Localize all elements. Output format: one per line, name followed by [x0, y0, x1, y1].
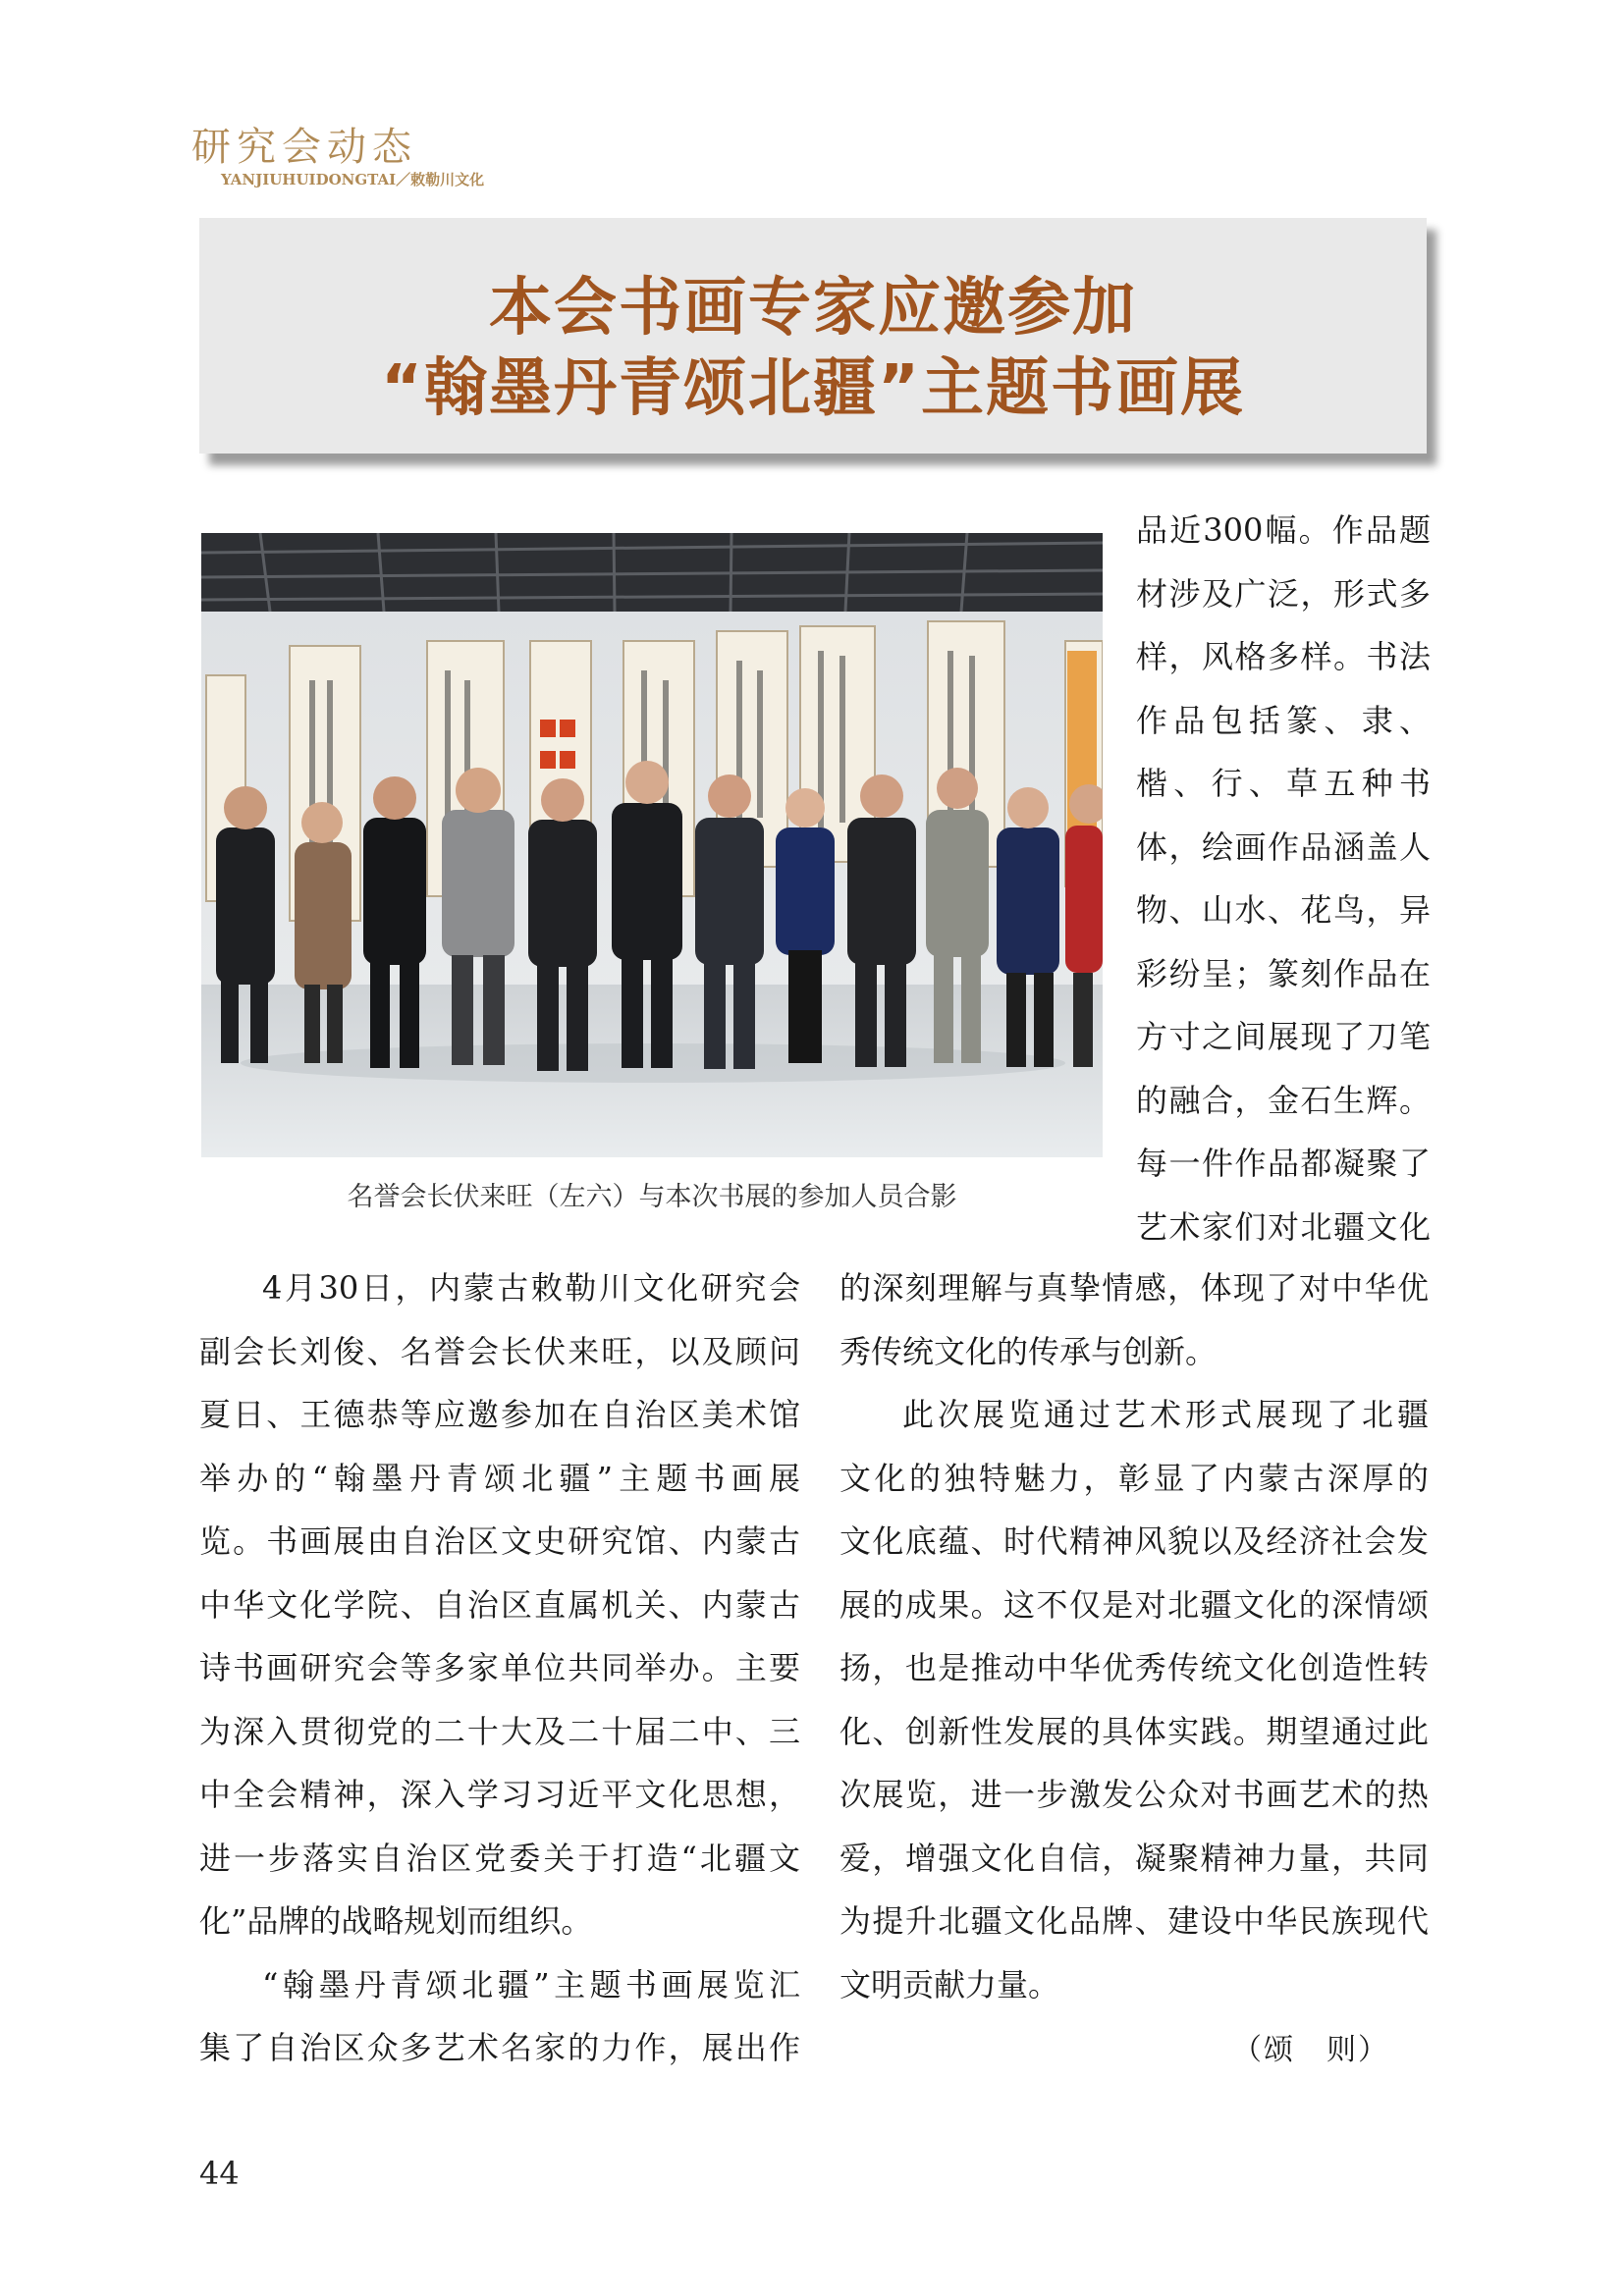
text-line: 诗书画研究会等多家单位共同举办。主要 — [199, 1649, 800, 1686]
article-title-box — [199, 218, 1427, 454]
text-line: “翰墨丹青颂北疆”主题书画展览汇 — [262, 1965, 800, 2003]
text-line: 物、山水、花鸟，异 — [1136, 891, 1431, 929]
text-line: 举办的“翰墨丹青颂北疆”主题书画展 — [199, 1459, 800, 1497]
text-line: 集了自治区众多艺术名家的力作，展出作 — [199, 2029, 800, 2066]
text-line: 化、创新性发展的具体实践。期望通过此 — [839, 1712, 1429, 1750]
text-line: 材涉及广泛，形式多 — [1136, 574, 1431, 613]
text-line: 作品包括篆、隶、 — [1136, 701, 1431, 739]
text-line: 为深入贯彻党的二十大及二十届二中、三 — [199, 1712, 800, 1750]
text-line: 为提升北疆文化品牌、建设中华民族现代 — [839, 1902, 1429, 1940]
text-line: 扬，也是推动中华优秀传统文化创造性转 — [839, 1649, 1429, 1686]
text-line: 楷、行、草五种书 — [1136, 765, 1431, 802]
text-line: 文化底蕴、时代精神风貌以及经济社会发 — [839, 1522, 1429, 1560]
text-line: 副会长刘俊、名誉会长伏来旺，以及顾问 — [199, 1332, 800, 1370]
text-line: 展的成果。这不仅是对北疆文化的深情颂 — [839, 1585, 1429, 1624]
article-title-line-1: 本会书画专家应邀参加 — [489, 272, 1137, 345]
text-line: 夏日、王德恭等应邀参加在自治区美术馆 — [199, 1396, 800, 1433]
text-line: 进一步落实自治区党委关于打造“北疆文 — [199, 1839, 800, 1877]
text-line: 览。书画展由自治区文史研究馆、内蒙古 — [199, 1522, 800, 1560]
article-author: （颂 则） — [1232, 2033, 1389, 2067]
section-title: 研究会动态 — [191, 125, 417, 170]
text-line: 彩纷呈；篆刻作品在 — [1136, 954, 1431, 992]
text-line: 每一件作品都凝聚了 — [1136, 1145, 1431, 1182]
left-column — [199, 1256, 800, 2080]
page-number: 44 — [199, 2155, 240, 2192]
text-line: 中全会精神，深入学习习近平文化思想， — [199, 1776, 800, 1813]
text-line: 4月30日，内蒙古敕勒川文化研究会 — [262, 1269, 800, 1307]
text-line: 体，绘画作品涵盖人 — [1136, 828, 1431, 866]
text-line: 艺术家们对北疆文化 — [1136, 1207, 1431, 1246]
text-line: 方寸之间展现了刀笔 — [1136, 1018, 1431, 1055]
group-photo — [201, 533, 1103, 1157]
article-title-line-2: “翰墨丹青颂北疆”主题书画展 — [380, 352, 1246, 425]
text-line: 品近300幅。作品题 — [1136, 511, 1431, 549]
text-line: 秀传统文化的传承与创新。 — [839, 1332, 1218, 1370]
text-line: 爱，增强文化自信，凝聚精神力量，共同 — [839, 1839, 1429, 1877]
text-line: 的深刻理解与真挚情感，体现了对中华优 — [839, 1269, 1429, 1307]
text-line: 次展览，进一步激发公众对书画艺术的热 — [839, 1776, 1429, 1813]
right-column — [839, 1256, 1429, 2016]
photo-caption: 名誉会长伏来旺（左六）与本次书展的参加人员合影 — [347, 1182, 957, 1212]
text-line: 此次展览通过艺术形式展现了北疆 — [902, 1396, 1429, 1433]
text-line: 中华文化学院、自治区直属机关、内蒙古 — [199, 1585, 800, 1624]
text-line: 文化的独特魅力，彰显了内蒙古深厚的 — [839, 1459, 1429, 1497]
text-line: 的融合，金石生辉。 — [1136, 1081, 1431, 1119]
text-line: 文明贡献力量。 — [839, 1965, 1060, 2003]
text-line: 化”品牌的战略规划而组织。 — [199, 1902, 593, 1940]
section-subtitle: YANJIUHUIDONGTAI／敕勒川文化 — [221, 171, 485, 188]
text-line: 样，风格多样。书法 — [1136, 638, 1431, 675]
right-top-column — [1136, 499, 1431, 1258]
